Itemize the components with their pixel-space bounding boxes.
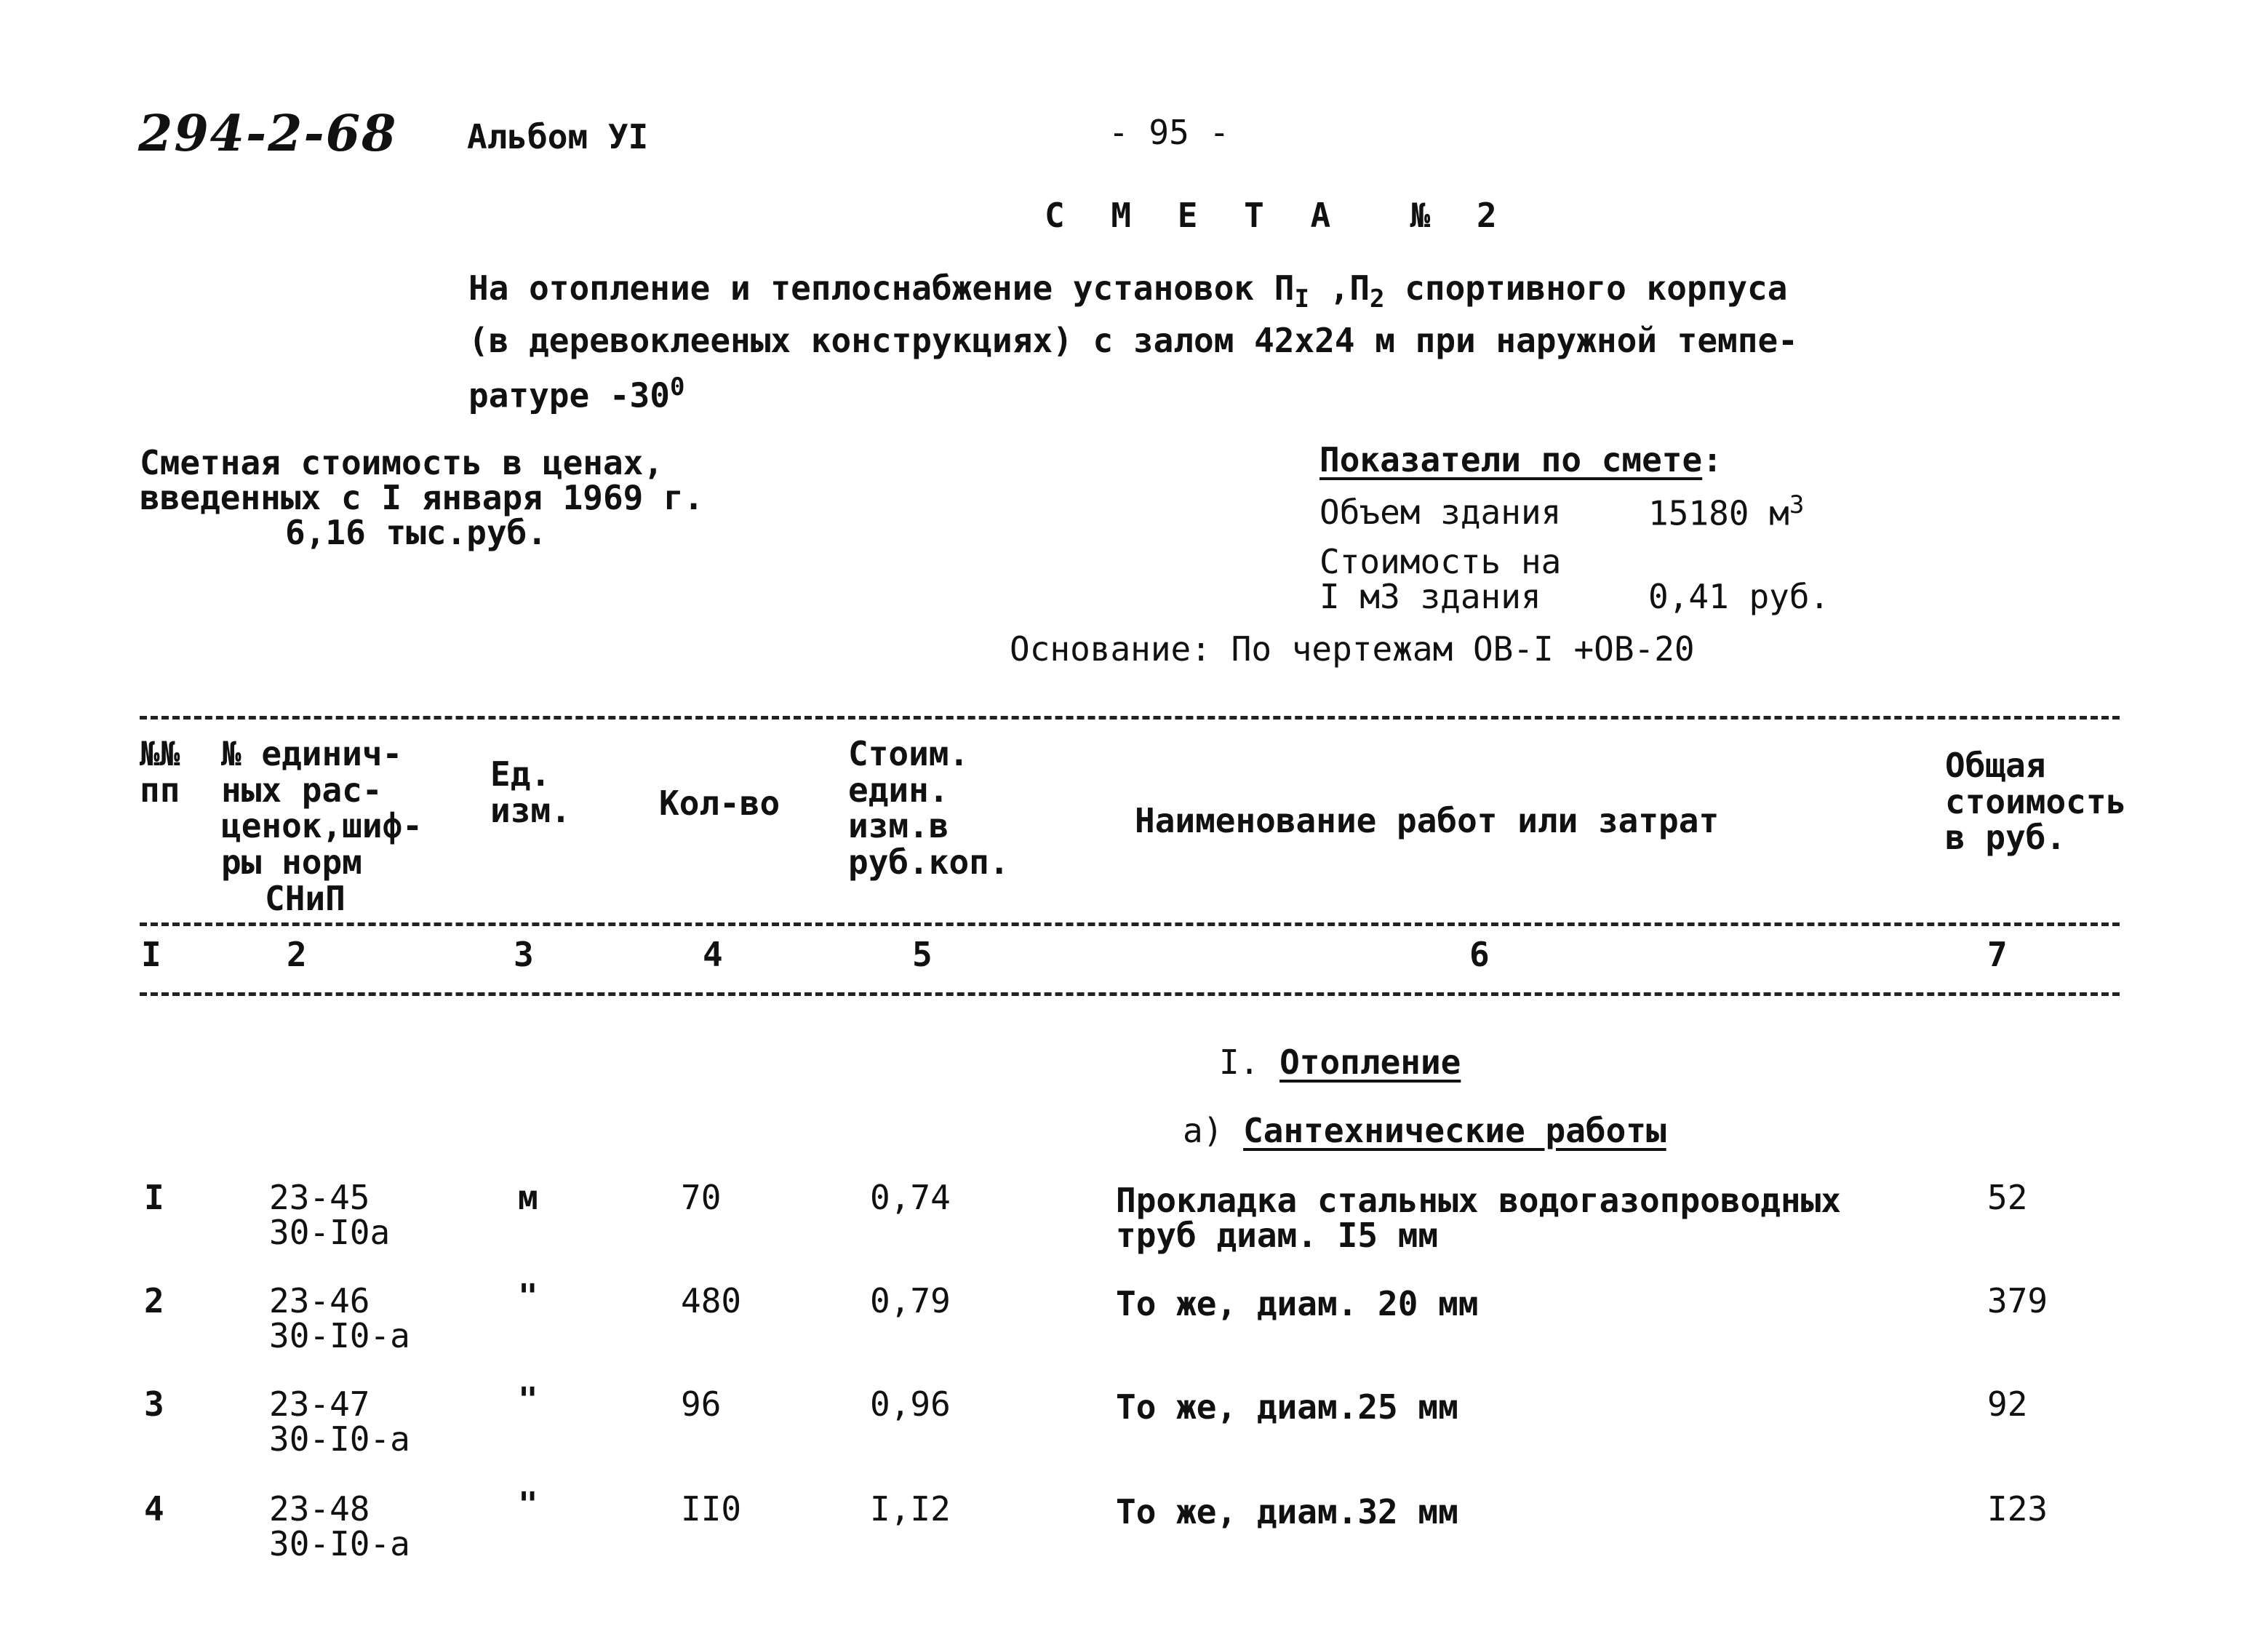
row-quantity: 480 — [681, 1281, 742, 1320]
column-number-2: 2 — [287, 935, 307, 974]
header-col-quantity: Кол-во — [659, 784, 780, 823]
section-heading: I. Отопление — [1219, 1043, 1461, 1082]
row-unit: " — [518, 1380, 538, 1419]
row-total: 379 — [1987, 1281, 2048, 1320]
estimate-subject-line1: На отопление и теплоснабжение установок $П_I$ $,П_2$ спортивного корпуса — [468, 268, 1788, 314]
row-number: 2 — [144, 1281, 164, 1320]
header-col-number: №№ пп — [140, 734, 180, 810]
volume-label: Объем здания — [1319, 493, 1562, 532]
page-number: - 95 - — [1109, 113, 1230, 152]
row-work-name-1: То же, диам. 20 мм — [1116, 1284, 1479, 1323]
row-work-name-1: То же, диам.32 мм — [1116, 1492, 1458, 1531]
album-label: Альбом УI — [467, 117, 649, 156]
column-number-6: 6 — [1469, 935, 1490, 974]
row-work-name-1: Прокладка стальных водогазопроводных — [1116, 1181, 1841, 1220]
row-unit-price: I,I2 — [870, 1489, 951, 1529]
column-number-7: 7 — [1987, 935, 2008, 974]
cost-value: 6,16 тыс.руб. — [285, 513, 548, 552]
cost-line2: введенных с I января 1969 г. — [140, 478, 704, 517]
cost-per-m3-value: 0,41 руб. — [1648, 577, 1830, 616]
estimate-subject-line2: (в деревоклееных конструкциях) с залом 42х24 м при наружной темпе- — [468, 321, 1798, 360]
estimate-subject-line3: ратуре $-30^0$ — [468, 372, 685, 415]
row-number: I — [144, 1178, 164, 1217]
table-numbers-rule — [140, 992, 2120, 996]
volume-value: 15180 $м^3$ — [1648, 490, 1805, 533]
indicators-title: Показатели по смете: — [1319, 440, 1722, 479]
row-quantity: II0 — [681, 1489, 742, 1529]
column-number-3: 3 — [514, 935, 534, 974]
row-unit: м — [518, 1178, 538, 1217]
row-number: 3 — [144, 1384, 164, 1424]
row-unit: " — [518, 1277, 538, 1316]
row-code-1: 23-47 — [269, 1384, 370, 1424]
row-code-1: 23-46 — [269, 1281, 370, 1320]
row-code-2: 30-I0-а — [269, 1316, 410, 1355]
header-col-unit-price: Стоим. един. изм.в руб.коп. — [848, 734, 1010, 882]
row-work-name-1: То же, диам.25 мм — [1116, 1387, 1458, 1427]
table-top-rule — [140, 716, 2120, 720]
row-unit-price: 0,96 — [870, 1384, 951, 1424]
row-total: 92 — [1987, 1384, 2028, 1424]
header-col-total: Общая стоимость в руб. — [1945, 746, 2127, 858]
estimate-title: С М Е Т А № 2 — [1045, 196, 1510, 235]
column-number-1: I — [141, 935, 161, 974]
row-total: 52 — [1987, 1178, 2028, 1217]
document-number: 294-2-68 — [138, 105, 398, 163]
column-number-4: 4 — [703, 935, 723, 974]
row-code-2: 30-I0-а — [269, 1524, 410, 1563]
row-work-name-2: труб диам. I5 мм — [1116, 1216, 1439, 1255]
column-number-5: 5 — [912, 935, 933, 974]
row-unit-price: 0,74 — [870, 1178, 951, 1217]
subsection-heading: а) Сантехнические работы — [1183, 1111, 1666, 1150]
row-unit-price: 0,79 — [870, 1281, 951, 1320]
cost-per-m3-label1: Стоимость на — [1319, 542, 1562, 581]
row-total: I23 — [1987, 1489, 2048, 1529]
row-unit: " — [518, 1485, 538, 1524]
row-code-2: 30-I0а — [269, 1213, 391, 1252]
cost-per-m3-label2: I м3 здания — [1319, 577, 1541, 616]
row-code-2: 30-I0-а — [269, 1419, 410, 1459]
row-code-1: 23-48 — [269, 1489, 370, 1529]
row-quantity: 70 — [681, 1178, 722, 1217]
table-header-rule — [140, 922, 2120, 926]
header-col-unit: Ед. изм. — [490, 754, 571, 830]
cost-line1: Сметная стоимость в ценах, — [140, 443, 664, 482]
row-code-1: 23-45 — [269, 1178, 370, 1217]
basis-line: Основание: По чертежам ОВ-I +ОВ-20 — [1010, 629, 1695, 669]
row-quantity: 96 — [681, 1384, 722, 1424]
header-col-code: № единич- ных рас- ценок,шиф- ры норм СНиП — [221, 734, 423, 918]
row-number: 4 — [144, 1489, 164, 1529]
header-col-work-name: Наименование работ или затрат — [1135, 801, 1720, 840]
